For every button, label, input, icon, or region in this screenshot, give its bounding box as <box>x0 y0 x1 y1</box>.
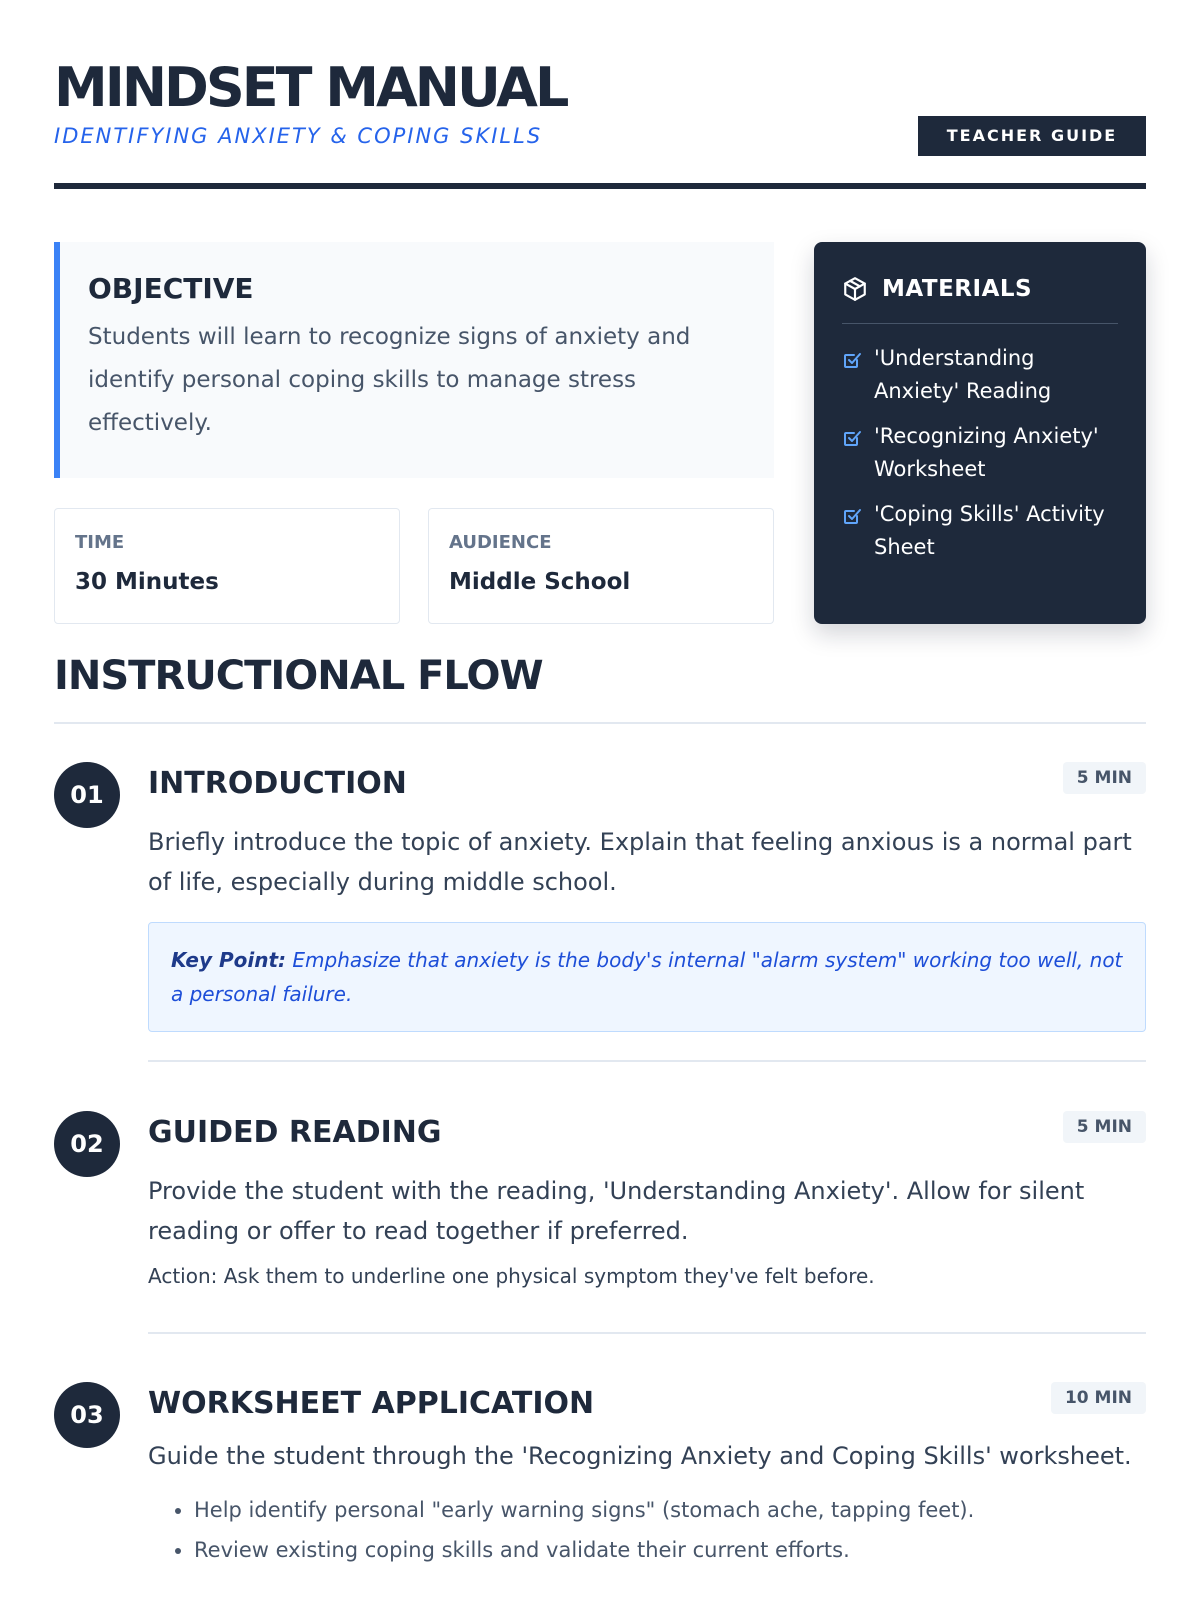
step-action: Action: Ask them to underline one physical symptom they've felt before. <box>148 1264 875 1288</box>
step-text: Guide the student through the 'Recognizing Anxiety and Coping Skills' worksheet. <box>148 1442 1132 1470</box>
step-text: Provide the student with the reading, 'Understanding Anxiety'. Allow for silent reading or offer to read together if preferred. <box>148 1177 1085 1245</box>
package-icon <box>842 276 868 302</box>
time-card <box>54 508 400 624</box>
materials-header <box>842 268 1118 324</box>
objective-heading: OBJECTIVE <box>88 272 254 305</box>
material-item-label: 'Coping Skills' Activity Sheet <box>874 502 1105 559</box>
step-text: Briefly introduce the topic of anxiety. Explain that feeling anxious is a normal part of life, especially during middle school. <box>148 828 1132 896</box>
page-title: MINDSET MANUAL <box>54 56 567 119</box>
audience-card <box>428 508 774 624</box>
material-item <box>842 498 1118 564</box>
material-item <box>842 342 1118 408</box>
list-item: • Help identify personal "early warning signs" (stomach ache, tapping feet). <box>194 1490 1146 1530</box>
step-bullet-list <box>148 1490 1146 1570</box>
material-item-label: 'Understanding Anxiety' Reading <box>874 346 1052 403</box>
materials-heading: MATERIALS <box>882 275 1033 302</box>
step-number: 03 <box>54 1382 120 1448</box>
duration-badge: 10 MIN <box>1051 1382 1146 1414</box>
step-body <box>148 1115 1146 1291</box>
audience-value: Middle School <box>449 569 631 595</box>
header <box>54 0 1146 189</box>
step-number: 02 <box>54 1111 120 1177</box>
checkbox-checked-icon <box>842 428 862 448</box>
step-body <box>148 1386 1146 1570</box>
step-introduction <box>54 762 1146 1062</box>
step-number: 01 <box>54 762 120 828</box>
step-title: INTRODUCTION <box>148 766 407 801</box>
duration-badge: 5 MIN <box>1063 762 1146 794</box>
overview-section <box>54 189 1146 652</box>
teacher-guide-badge: TEACHER GUIDE <box>918 116 1146 156</box>
step-title: WORKSHEET APPLICATION <box>148 1386 595 1421</box>
key-point-label: Key Point: <box>171 948 287 972</box>
material-item <box>842 420 1118 486</box>
time-label: TIME <box>75 532 125 553</box>
objective-panel <box>54 242 774 478</box>
step-divider <box>148 1332 1146 1334</box>
objective-text: Students will learn to recognize signs of anxiety and identify personal coping skills to manage stress effectively. <box>88 324 691 436</box>
step-body <box>148 766 1146 1032</box>
flow-heading: INSTRUCTIONAL FLOW <box>54 653 543 699</box>
checkbox-checked-icon <box>842 350 862 370</box>
audience-label: AUDIENCE <box>449 532 552 553</box>
material-item-label: 'Recognizing Anxiety' Worksheet <box>874 424 1099 481</box>
step-title: GUIDED READING <box>148 1115 442 1150</box>
duration-badge: 5 MIN <box>1063 1111 1146 1143</box>
list-item: • Review existing coping skills and validate their current efforts. <box>194 1530 1146 1570</box>
step-guided-reading <box>54 1111 1146 1331</box>
instructional-flow-section <box>54 652 1146 1562</box>
step-divider <box>148 1060 1146 1062</box>
divider <box>54 722 1146 724</box>
step-worksheet-application <box>54 1382 1146 1600</box>
materials-list <box>842 342 1118 564</box>
checkbox-checked-icon <box>842 506 862 526</box>
key-point-text: Emphasize that anxiety is the body's internal "alarm system" working too well, not a personal failure. <box>171 948 1123 1006</box>
page-subtitle: IDENTIFYING ANXIETY & COPING SKILLS <box>54 124 543 148</box>
key-point-callout <box>148 922 1146 1032</box>
materials-panel <box>814 242 1146 624</box>
time-value: 30 Minutes <box>75 569 219 595</box>
